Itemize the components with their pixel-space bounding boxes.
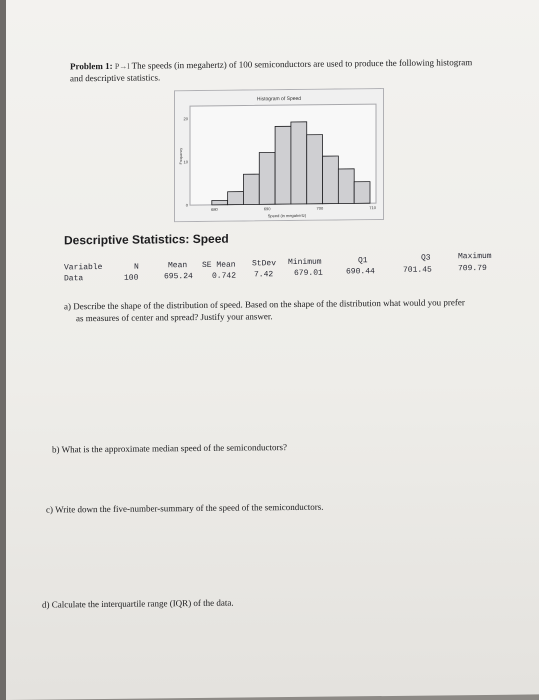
worksheet-page (6, 0, 539, 700)
histogram-bar-705 (338, 169, 354, 204)
question-a-line2: as measures of center and spread? Justify your answer. (76, 311, 273, 324)
problem-heading (70, 57, 472, 71)
histogram-bar-690 (259, 152, 275, 204)
stats-section-title: Descriptive Statistics: Speed (64, 231, 229, 248)
stats-header-se-mean: SE Mean (202, 260, 236, 270)
problem-text-line1: The speeds (in megahertz) of 100 semiconductors are used to produce the following histogram (131, 57, 473, 71)
stats-value-variable: Data (64, 274, 84, 284)
question-b: b) What is the approximate median speed of the semiconductors? (52, 442, 288, 455)
histogram-chart (174, 88, 384, 222)
stats-header-n: N (134, 262, 139, 272)
histogram-bar-702 (323, 156, 339, 204)
stats-header-q1: Q1 (358, 256, 368, 266)
stats-header-stdev: StDev (252, 259, 277, 269)
stats-header-q3: Q3 (421, 253, 431, 263)
y-tick-label-10: 10 (183, 159, 188, 165)
stats-value-q3: 701.45 (403, 265, 432, 275)
stats-header-minimum: Minimum (288, 257, 322, 268)
histogram-bar-693 (275, 126, 291, 204)
question-c: c) Write down the five-number-summary of the speed of the semiconductors. (46, 501, 324, 515)
stats-value-n: 100 (124, 273, 139, 283)
stats-value-stdev: 7.42 (254, 270, 274, 280)
stats-header-variable: Variable (64, 262, 103, 273)
histogram-bar-687 (243, 174, 259, 204)
histogram-bar-681 (212, 200, 228, 204)
y-tick-label-20: 20 (183, 116, 188, 122)
stats-value-se-mean: 0.742 (212, 271, 237, 281)
stats-header-maximum: Maximum (458, 251, 492, 262)
stats-value-minimum: 679.01 (294, 268, 323, 278)
histogram-bar-699 (307, 135, 323, 204)
histogram-figure (174, 88, 384, 222)
problem-label: Problem 1: (70, 60, 113, 72)
question-d: d) Calculate the interquartile range (IQR) of the data. (42, 597, 234, 610)
stats-header-mean: Mean (168, 261, 188, 271)
question-a-line1: a) Describe the shape of the distribution of speed. Based on the shape of the distribution what would you prefer (64, 297, 465, 312)
x-tick-label-680: 680 (211, 206, 218, 212)
histogram-bar-696 (291, 122, 307, 204)
stats-value-maximum: 709.79 (458, 263, 487, 274)
x-tick-label-710: 710 (369, 205, 376, 211)
histogram-bar-708 (354, 182, 370, 204)
y-tick-label-0: 0 (185, 202, 188, 208)
handwritten-scribble: P→l (114, 61, 130, 71)
x-tick-label-700: 700 (316, 205, 324, 211)
y-axis-label: Frequency (179, 147, 183, 165)
x-axis-label: Speed (in megahertz) (267, 212, 307, 219)
stats-value-mean: 695.24 (164, 272, 193, 282)
stats-value-q1: 690.44 (346, 267, 375, 277)
x-tick-label-690: 690 (263, 206, 271, 212)
histogram-bar-684 (228, 192, 244, 205)
chart-title: Histogram of Speed (256, 95, 302, 103)
problem-text-line2: and descriptive statistics. (70, 72, 161, 84)
